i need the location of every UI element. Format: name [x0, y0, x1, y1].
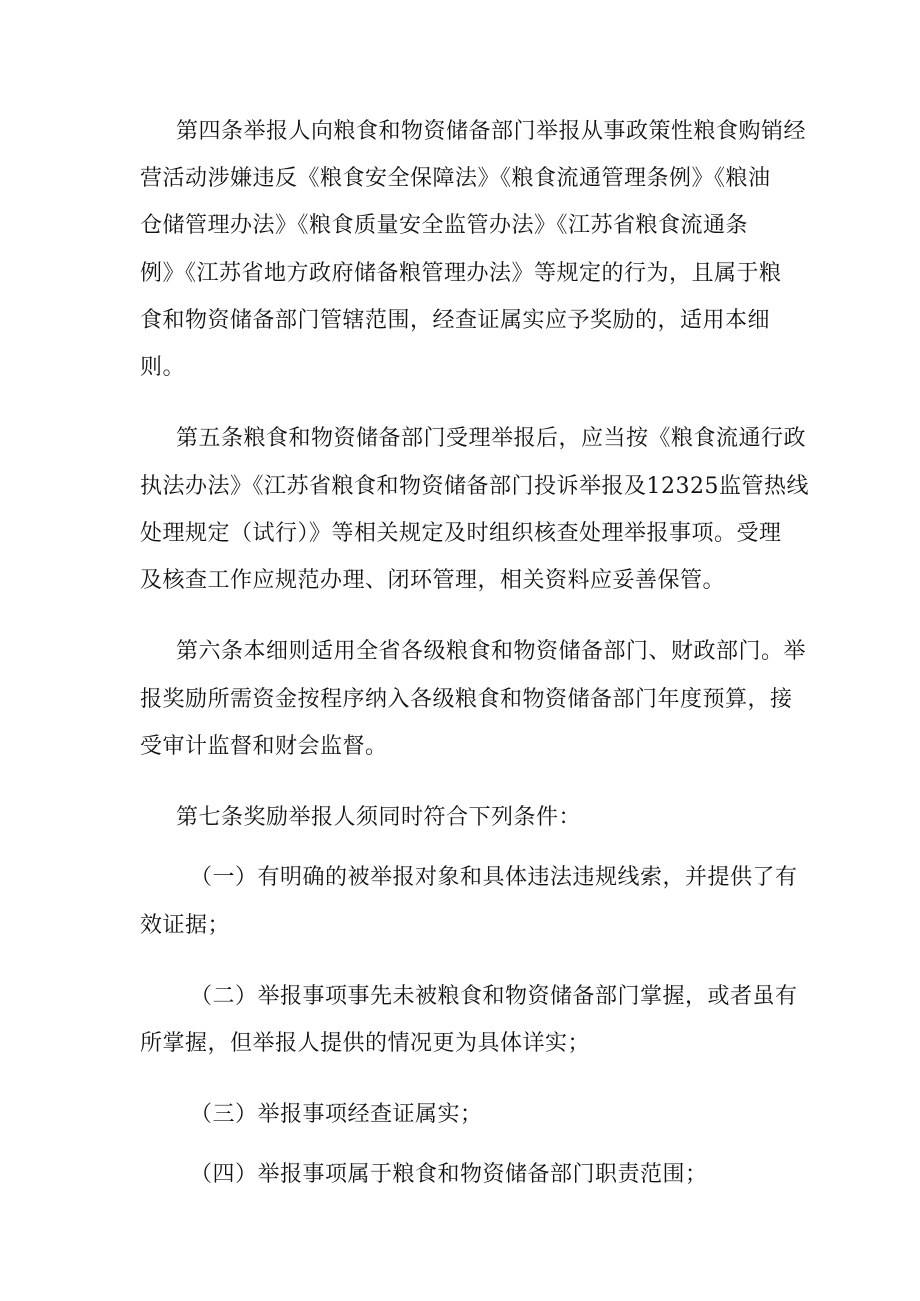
text-line: 营活动涉嫌违反《粮食安全保障法》《粮食流通管理条例》《粮油	[140, 166, 771, 191]
text-line: 则。	[140, 355, 186, 380]
text-line: 仓储管理办法》《粮食质量安全监管办法》《江苏省粮食流通条	[140, 213, 749, 238]
text-line: （三）举报事项经查证属实；	[190, 1102, 483, 1127]
text-line: 第七条奖励举报人须同时符合下列条件：	[176, 805, 582, 830]
text-line: （一）有明确的被举报对象和具体违法违规线索，并提供了有	[190, 865, 798, 890]
text-line: 所掌握，但举报人提供的情况更为具体详实；	[140, 1031, 591, 1056]
text-line: 第四条举报人向粮食和物资储备部门举报从事政策性粮食购销经	[176, 119, 807, 144]
text-line: 第五条粮食和物资储备部门受理举报后，应当按《粮食流通行政	[176, 426, 807, 451]
text-line: 受审计监督和财会监督。	[140, 734, 388, 759]
text-line: 及核查工作应规范办理、闭环管理，相关资料应妥善保管。	[140, 568, 726, 593]
text-line: 第六条本细则适用全省各级粮食和物资储备部门、财政部门。举	[176, 639, 807, 664]
text-line: 处理规定（试行）》等相关规定及时组织核查处理举报事项。受理	[140, 521, 782, 546]
text-line: 报奖励所需资金按程序纳入各级粮食和物资储备部门年度预算，接	[140, 687, 793, 712]
text-line: （四）举报事项属于粮食和物资储备部门职责范围；	[190, 1162, 708, 1187]
text-line: 效证据；	[140, 913, 231, 938]
text-line: （二）举报事项事先未被粮食和物资储备部门掌握，或者虽有	[190, 984, 798, 1009]
text-line: 执法办法》《江苏省粮食和物资储备部门投诉举报及12325监管热线	[140, 474, 809, 499]
text-line: 例》《江苏省地方政府储备粮管理办法》等规定的行为，且属于粮	[140, 261, 782, 286]
text-line: 食和物资储备部门管辖范围，经查证属实应予奖励的，适用本细	[140, 308, 771, 333]
